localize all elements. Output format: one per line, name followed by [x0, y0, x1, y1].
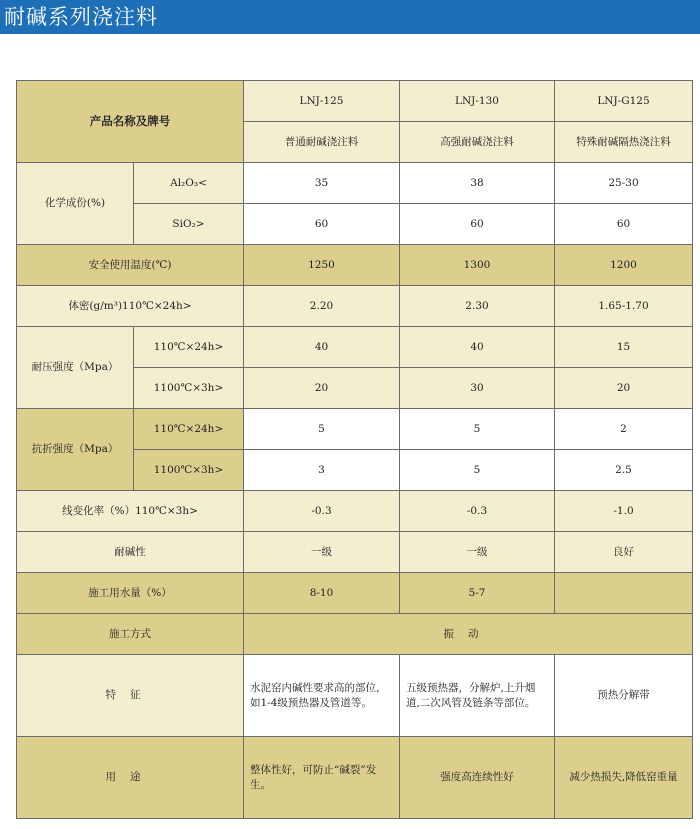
code-cell: LNJ-G125: [555, 81, 693, 122]
row-label: 安全使用温度(℃): [17, 245, 244, 286]
value-cell: 60: [400, 204, 555, 245]
row-label: 施工用水量（%）: [17, 573, 244, 614]
value-cell: [555, 573, 693, 614]
row-label: 用途: [17, 737, 244, 819]
value-cell: 35: [244, 163, 400, 204]
table-row: [17, 327, 693, 368]
row-label: 施工方式: [17, 614, 244, 655]
value-cell: 15: [555, 327, 693, 368]
value-cell: 40: [244, 327, 400, 368]
value-cell: 20: [555, 368, 693, 409]
sub-label: 1100℃×3h>: [134, 450, 244, 491]
value-cell: 1300: [400, 245, 555, 286]
value-cell: 5: [400, 450, 555, 491]
value-cell: 1200: [555, 245, 693, 286]
usage-cell: 强度高连续性好: [400, 737, 555, 819]
usage-cell: 减少热损失,降低窑重量: [555, 737, 693, 819]
value-cell: 8-10: [244, 573, 400, 614]
code-cell: LNJ-130: [400, 81, 555, 122]
table-row: [17, 409, 693, 450]
table-row: [17, 532, 693, 573]
product-name-cell: 特殊耐碱隔热浇注料: [555, 122, 693, 163]
product-header-cell: 产品名称及牌号: [17, 81, 244, 163]
value-cell: 5: [244, 409, 400, 450]
feature-cell: 预热分解带: [555, 655, 693, 737]
value-cell: -0.3: [400, 491, 555, 532]
value-cell: 38: [400, 163, 555, 204]
value-cell: 2.30: [400, 286, 555, 327]
value-cell: 一级: [244, 532, 400, 573]
value-cell: 2.20: [244, 286, 400, 327]
value-cell: 3: [244, 450, 400, 491]
row-label: 化学成份(%): [17, 163, 134, 245]
spec-table: [16, 80, 693, 819]
sub-label: 110℃×24h>: [134, 409, 244, 450]
row-label: 体密(g/m³)110℃×24h>: [17, 286, 244, 327]
row-label: 耐压强度（Mpa）: [17, 327, 134, 409]
sub-label: 1100℃×3h>: [134, 368, 244, 409]
value-cell: 良好: [555, 532, 693, 573]
value-cell: 5: [400, 409, 555, 450]
table-row: [17, 655, 693, 737]
value-cell: 一级: [400, 532, 555, 573]
value-cell: 60: [244, 204, 400, 245]
product-name-cell: 普通耐碱浇注料: [244, 122, 400, 163]
title-bar: [0, 0, 700, 34]
value-cell: 40: [400, 327, 555, 368]
table-row: [17, 81, 693, 122]
feature-cell: 五级预热器，分解炉,上升烟道,二次风管及链条等部位。: [400, 655, 555, 737]
table-row: [17, 614, 693, 655]
value-cell: 1.65-1.70: [555, 286, 693, 327]
value-cell: 1250: [244, 245, 400, 286]
method-value: 振动: [244, 614, 693, 655]
table-row: [17, 286, 693, 327]
table-row: [17, 491, 693, 532]
code-cell: LNJ-125: [244, 81, 400, 122]
value-cell: 2.5: [555, 450, 693, 491]
value-cell: 30: [400, 368, 555, 409]
table-row: [17, 573, 693, 614]
table-row: [17, 245, 693, 286]
value-cell: 20: [244, 368, 400, 409]
table-row: [17, 737, 693, 819]
value-cell: 2: [555, 409, 693, 450]
value-cell: -0.3: [244, 491, 400, 532]
row-label: 特征: [17, 655, 244, 737]
value-cell: -1.0: [555, 491, 693, 532]
value-cell: 5-7: [400, 573, 555, 614]
row-label: 耐碱性: [17, 532, 244, 573]
value-cell: 25-30: [555, 163, 693, 204]
table-row: [17, 163, 693, 204]
value-cell: 60: [555, 204, 693, 245]
sub-label: 110℃×24h>: [134, 327, 244, 368]
row-label: 抗折强度（Mpa）: [17, 409, 134, 491]
feature-cell: 水泥窑内碱性要求高的部位，如1-4级预热器及管道等。: [244, 655, 400, 737]
row-label: 线变化率（%）110℃×3h>: [17, 491, 244, 532]
sub-label: Al₂O₃<: [134, 163, 244, 204]
product-name-cell: 高强耐碱浇注料: [400, 122, 555, 163]
page-title: 耐碱系列浇注料: [4, 5, 158, 29]
sub-label: SiO₂>: [134, 204, 244, 245]
usage-cell: 整体性好，可防止“碱裂”发生。: [244, 737, 400, 819]
